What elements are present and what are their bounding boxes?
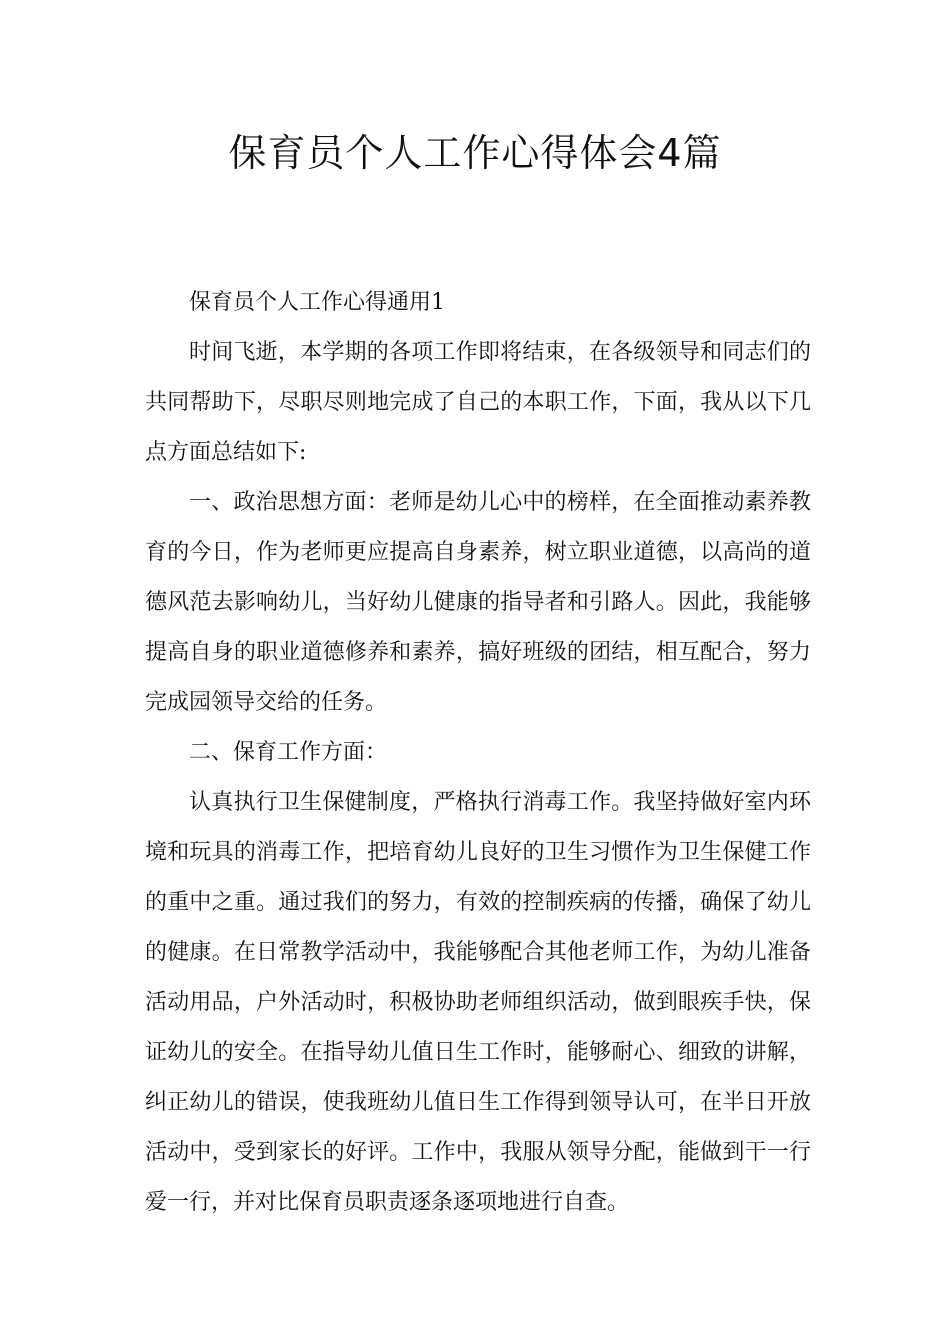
section-heading: 二、保育工作方面： xyxy=(189,740,388,765)
document-title: 保育员个人工作心得体会4篇 xyxy=(228,131,722,175)
paragraph: 一、政治思想方面：老师是幼儿心中的榜样，在全面推动素养教育的今日，作为老师更应提高自身素养，树立职业道德，以高尚的道德风范去影响幼儿，当好幼儿健康的指导者和引路人。因此，我能够提高自身的职业道德修养和素养，搞好班级的团结，相互配合，努力完成园领导交给的任务。 xyxy=(145,490,811,715)
section-heading: 保育员个人工作心得通用1 xyxy=(189,290,445,315)
paragraph: 认真执行卫生保健制度，严格执行消毒工作。我坚持做好室内环境和玩具的消毒工作，把培育幼儿良好的卫生习惯作为卫生保健工作的重中之重。通过我们的努力，有效的控制疾病的传播，确保了幼儿的健康。在日常教学活动中，我能够配合其他老师工作，为幼儿准备活动用品，户外活动时，积极协助老师组织活动，做到眼疾手快，保证幼儿的安全。在指导幼儿值日生工作时，能够耐心、细致的讲解，纠正幼儿的错误，使我班幼儿值日生工作得到领导认可，在半日开放活动中，受到家长的好评。工作中，我服从领导分配，能做到干一行爱一行，并对比保育员职责逐条逐项地进行自查。 xyxy=(145,790,811,1215)
document-body xyxy=(145,278,811,1228)
paragraph: 时间飞逝，本学期的各项工作即将结束，在各级领导和同志们的共同帮助下，尽职尽则地完成了自己的本职工作，下面，我从以下几点方面总结如下: xyxy=(145,340,811,465)
